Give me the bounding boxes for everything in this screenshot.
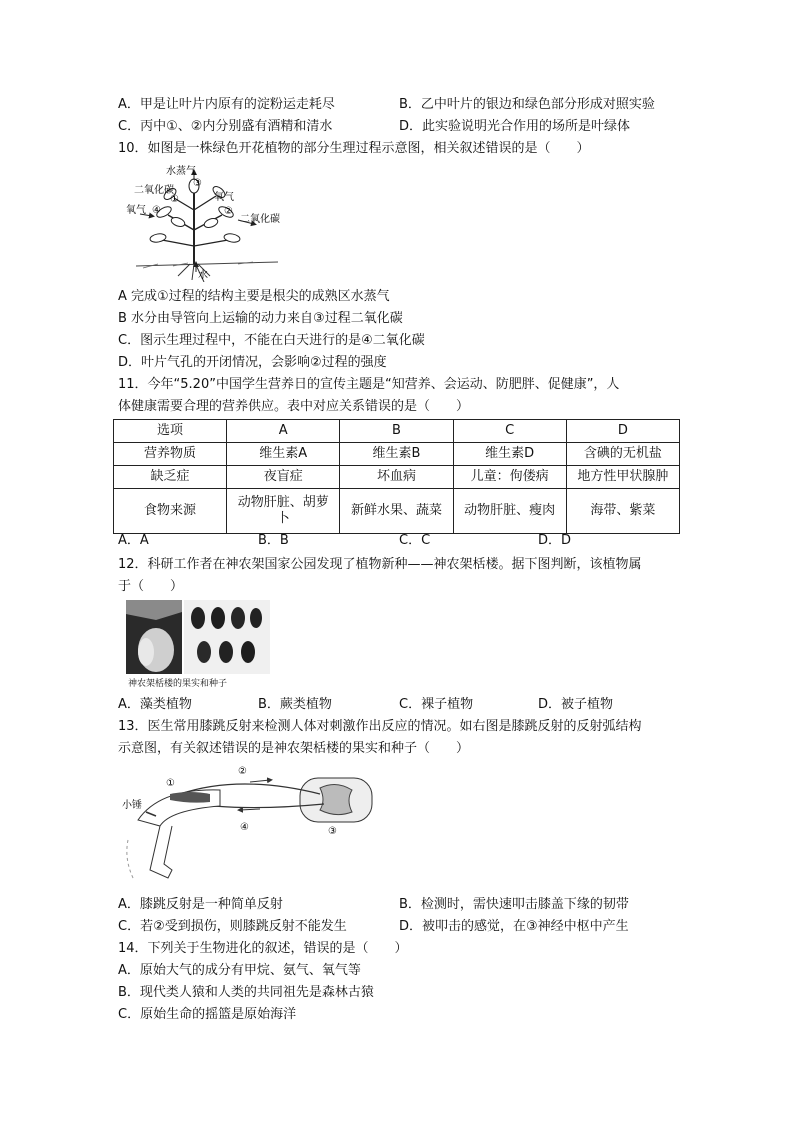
q14-stem: 14．下列关于生物进化的叙述，错误的是（ ） [118, 941, 408, 956]
table-cell: 含碘的无机盐 [566, 443, 679, 466]
table-cell: 坏血病 [340, 466, 453, 489]
table-cell: 地方性甲状腺肿 [566, 466, 679, 489]
q11-stem-line2: 体健康需要合理的营养供应。表中对应关系错误的是（ ） [118, 399, 470, 414]
q10-stem: 10．如图是一株绿色开花植物的部分生理过程示意图，相关叙述错误的是（ ） [118, 141, 590, 156]
q14-option-a: A．原始大气的成分有甲烷、氨气、氧气等 [118, 963, 361, 978]
table-cell: 儿童：佝偻病 [453, 466, 566, 489]
q11-option-b: B．B [258, 533, 289, 548]
q10-option-b: B 水分由导管向上运输的动力来自③过程二氧化碳 [118, 311, 403, 326]
label-2: ② [224, 206, 233, 217]
q13-option-d: D．被叩击的感觉，在③神经中枢中产生 [399, 919, 629, 934]
table-cell: 动物肝脏、胡萝卜 [227, 489, 340, 534]
label-o2-left: 氧气 [126, 205, 146, 216]
q13-reflex-arc-figure [120, 760, 380, 886]
q9-option-b: B．乙中叶片的银边和绿色部分形成对照实验 [399, 97, 655, 112]
q9-option-c: C．丙中①、②内分别盛有酒精和清水 [118, 119, 333, 134]
q11-stem-line1: 11．今年“5.20”中国学生营养日的宣传主题是“知营养、会运动、防肥胖、促健康”，人 [118, 377, 620, 392]
q12-option-c: C．裸子植物 [399, 697, 474, 712]
table-cell: 维生素B [340, 443, 453, 466]
q12-stem-line1: 12．科研工作者在神农架国家公园发现了植物新种——神农架栝楼。据下图判断，该植物属 [118, 557, 642, 572]
table-cell: 营养物质 [114, 443, 227, 466]
table-cell: D [566, 420, 679, 443]
reflex-label-2: ② [238, 766, 247, 777]
fruit-seed-photo [126, 600, 270, 674]
q9-option-a: A．甲是让叶片内原有的淀粉运走耗尽 [118, 97, 335, 112]
table-cell: 维生素D [453, 443, 566, 466]
nutrition-table [113, 419, 680, 534]
table-cell: 动物肝脏、瘦肉 [453, 489, 566, 534]
q13-stem-line2: 示意图，有关叙述错误的是神农架栝楼的果实和种子（ ） [118, 741, 470, 756]
label-o2-right: 氧气 [214, 192, 234, 203]
q11-option-c: C．C [399, 533, 431, 548]
q10-option-a: A 完成①过程的结构主要是根尖的成熟区水蒸气 [118, 289, 390, 304]
q9-option-d: D．此实验说明光合作用的场所是叶绿体 [399, 119, 631, 134]
table-cell: 缺乏症 [114, 466, 227, 489]
table-cell: 新鲜水果、蔬菜 [340, 489, 453, 534]
table-cell: 食物来源 [114, 489, 227, 534]
q12-fruit-seed-figure [126, 600, 270, 690]
table-cell: C [453, 420, 566, 443]
q13-option-c: C．若②受到损伤，则膝跳反射不能发生 [118, 919, 347, 934]
table-cell: 海带、紫菜 [566, 489, 679, 534]
q10-plant-figure [118, 160, 293, 282]
q14-option-b: B．现代类人猿和人类的共同祖先是森林古猿 [118, 985, 374, 1000]
hammer-label: 小锤 [122, 800, 142, 811]
table-cell: 选项 [114, 420, 227, 443]
q12-option-d: D．被子植物 [538, 697, 614, 712]
q10-option-c: C．图示生理过程中，不能在白天进行的是④二氧化碳 [118, 333, 425, 348]
q12-option-a: A．藻类植物 [118, 697, 192, 712]
reflex-label-1: ① [166, 778, 175, 789]
q13-stem-line1: 13．医生常用膝跳反射来检测人体对刺激作出反应的情况。如右图是膝跳反射的反射弧结构 [118, 719, 642, 734]
table-cell: 夜盲症 [227, 466, 340, 489]
table-cell: A [227, 420, 340, 443]
label-co2-left: 二氧化碳 [134, 185, 174, 196]
label-4: ④ [152, 205, 161, 216]
q14-option-c: C．原始生命的摇篮是原始海洋 [118, 1007, 297, 1022]
reflex-label-4: ④ [240, 822, 249, 833]
q12-stem-line2: 于（ ） [118, 579, 184, 594]
label-1: ① [170, 194, 179, 205]
table-cell: 维生素A [227, 443, 340, 466]
table-cell: B [340, 420, 453, 443]
q13-option-b: B．检测时，需快速叩击膝盖下缘的韧带 [399, 897, 629, 912]
q12-option-b: B．蕨类植物 [258, 697, 332, 712]
label-vapor: 水蒸气 [166, 166, 196, 177]
reflex-label-3: ③ [328, 826, 337, 837]
label-water: 水 [198, 270, 208, 281]
q10-option-d: D．叶片气孔的开闭情况，会影响②过程的强度 [118, 355, 387, 370]
label-3: ③ [193, 178, 202, 189]
q13-option-a: A．膝跳反射是一种简单反射 [118, 897, 283, 912]
figure-caption: 神农架栝楼的果实和种子 [128, 679, 228, 689]
q11-option-d: D．D [538, 533, 572, 548]
q11-option-a: A．A [118, 533, 149, 548]
label-co2-right: 二氧化碳 [240, 214, 280, 225]
